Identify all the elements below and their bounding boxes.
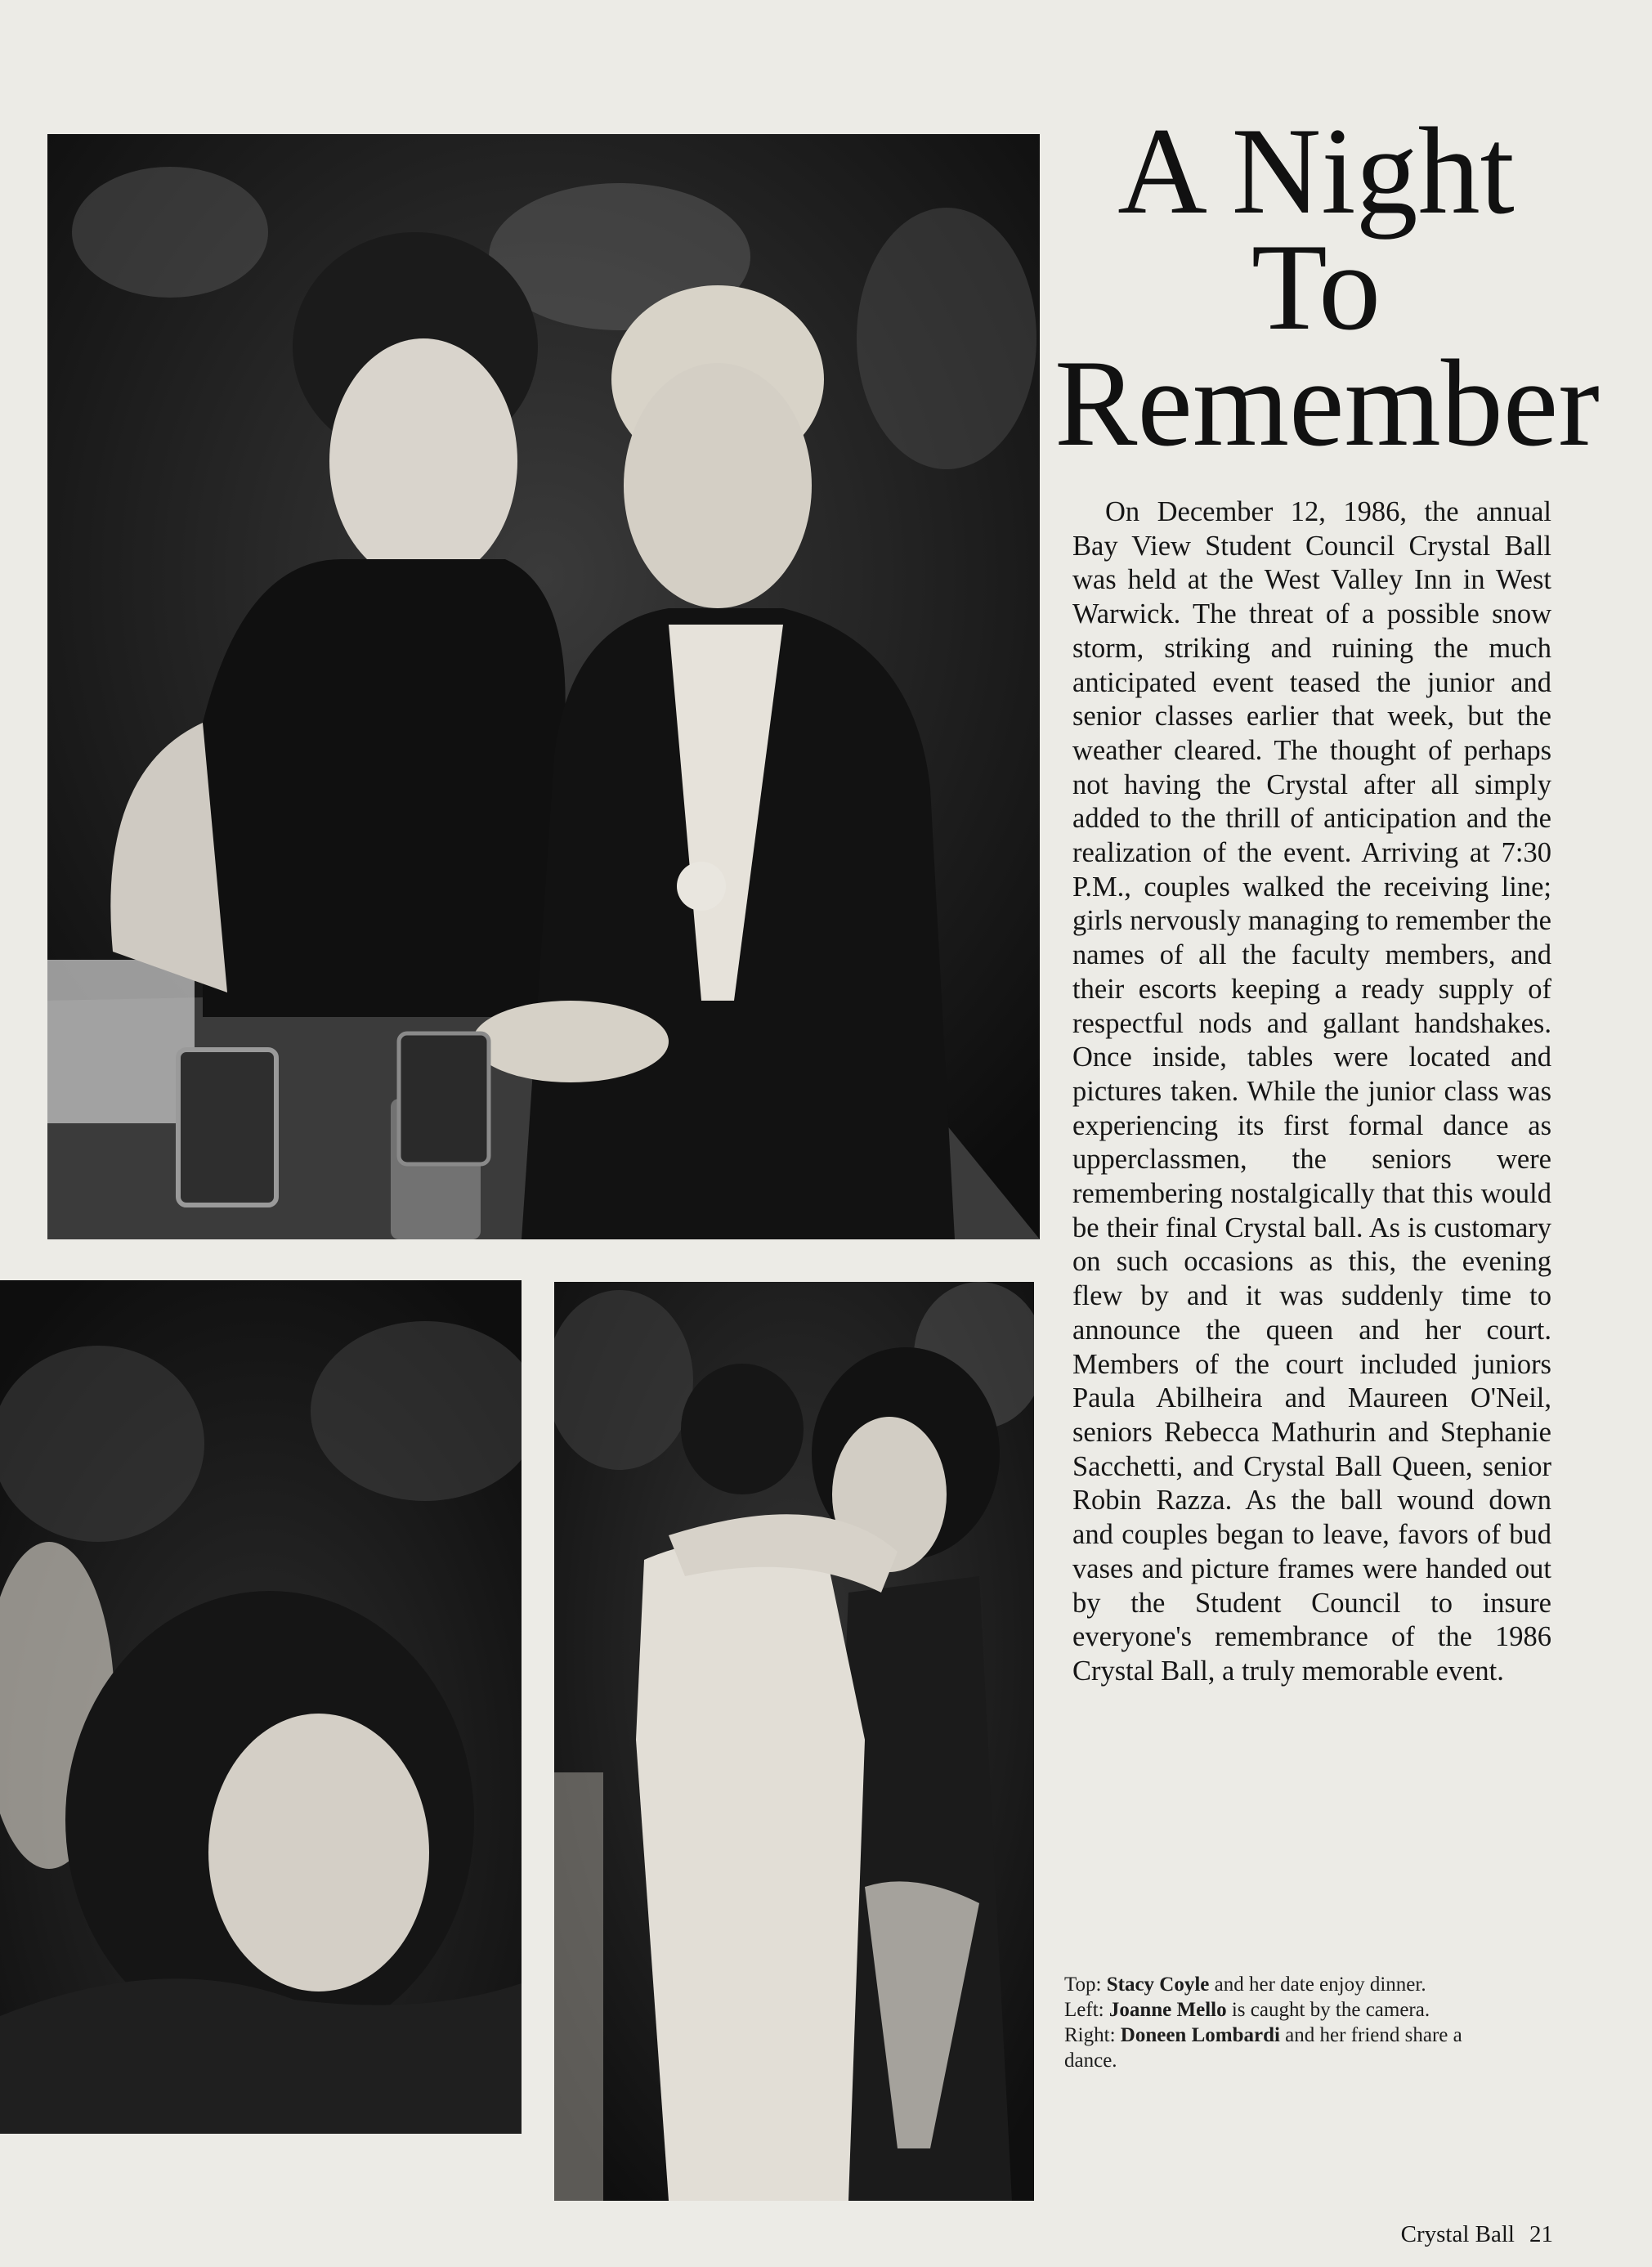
photo-captions (1064, 1972, 1489, 2073)
title-line-2: To (1251, 218, 1381, 356)
article-title (1054, 102, 1600, 472)
footer-section-name: Crystal Ball (1400, 2221, 1515, 2247)
page-number: 21 (1529, 2221, 1553, 2247)
caption-left: Left: Joanne Mello is caught by the camera. (1064, 1999, 1430, 2021)
photo-couple-dancing (554, 1282, 1034, 2201)
caption-top: Top: Stacy Coyle and her date enjoy dinner. (1064, 1974, 1426, 1996)
article-body: On December 12, 1986, the annual Bay View Student Council Crystal Ball was held at the West Valley Inn in West Warwick. The threat of a possible snow storm, striking and ruining the much anticipated event teased the junior and senior classes earlier that week, but the weather cleared. The thought of perhaps not having the Crystal after all simply added to the thrill of anticipation and the realization of the event. Arriving at 7:30 P.M., couples walked the receiving line; girls nervously managing to remember the names of all the faculty members, and their escorts keeping a ready supply of respectful nods and gallant handshakes. Once inside, tables were located and pictures taken. While the junior class was experiencing its first formal dance as upperclassmen, the seniors were remembering nostalgically that this would be their final Crystal ball. As is customary on such occasions as this, the evening flew by and it was suddenly time to announce the queen and her court. Members of the court included juniors Paula Abilheira and Maureen O'Neil, seniors Rebecca Mathurin and Stephanie Sacchetti, and Crystal Ball Queen, senior Robin Razza. As the ball wound down and couples began to leave, favors of bud vases and picture frames were handed out by the Student Council to insure everyone's remembrance of the 1986 Crystal Ball, a truly memorable event. (1072, 496, 1551, 1687)
title-line-1: A Night (1117, 102, 1515, 240)
photo-girl-smiling (0, 1280, 522, 2134)
title-line-3: Remember (1054, 334, 1600, 472)
dancing-photo-graphic (554, 1282, 1034, 2201)
girl-photo-graphic (0, 1280, 522, 2134)
couple-photo-graphic (47, 134, 1040, 1239)
caption-right: Right: Doneen Lombardi and her friend share a dance. (1064, 2024, 1462, 2072)
page-footer (1308, 2220, 1553, 2248)
photo-couple-at-table (47, 134, 1040, 1239)
